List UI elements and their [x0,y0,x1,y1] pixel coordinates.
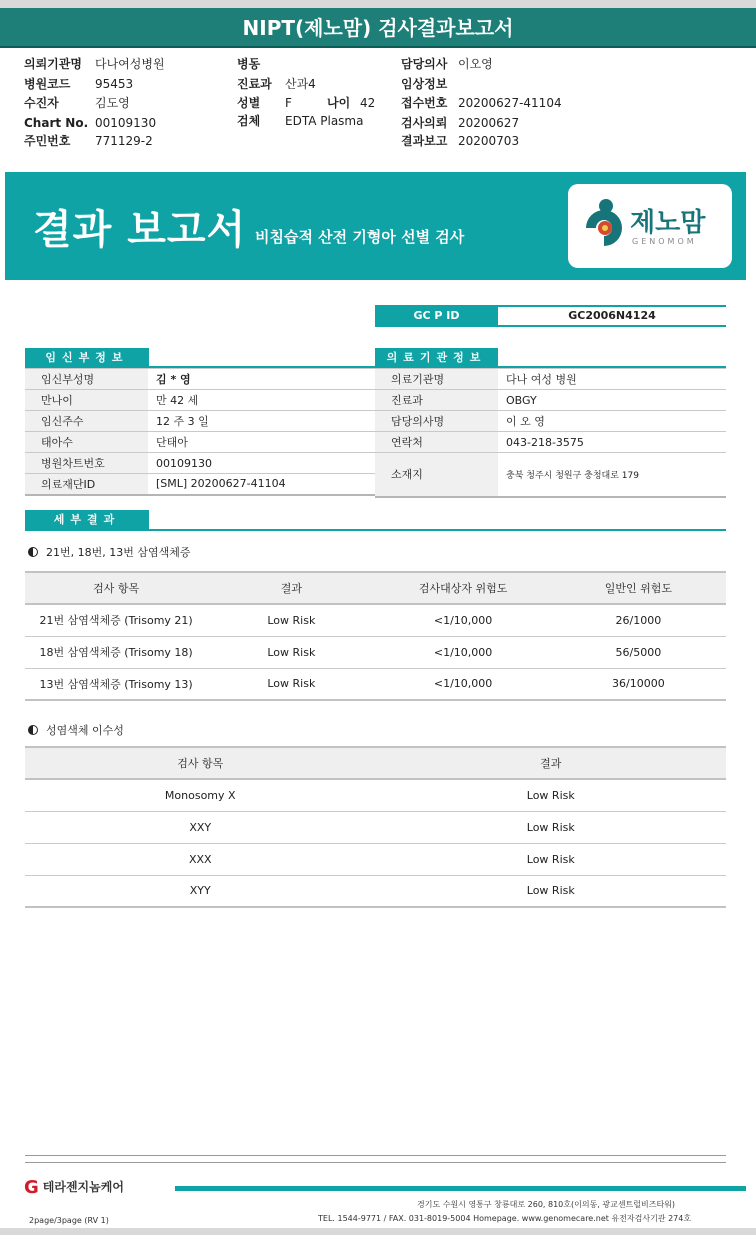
company-logo: G테라젠지놈케어 [24,1177,124,1198]
header-field-report-date: 결과보고 [401,134,448,148]
logo-subtext: GENOMOM [632,237,697,246]
table-row: 만나이 만 42 세 [25,390,376,411]
sex-chromosome-heading: 성염색체 이수성 [28,722,124,738]
table-row: 21번 삼염색체증 (Trisomy 21) Low Risk <1/10,000 26/1000 [25,604,726,636]
header-value-institution: 다나여성병원 [95,57,165,71]
report-banner [5,172,746,280]
pregnant-info-table [25,368,376,496]
table-row: 13번 삼염색체증 (Trisomy 13) Low Risk <1/10,000 36/10000 [25,668,726,700]
header-value-sex: F [285,96,292,110]
genomom-logo [568,184,732,268]
company-logo-icon: G [24,1177,39,1198]
genomom-logo-icon [580,198,626,254]
half-circle-icon [28,547,38,557]
gcp-id-label: GC P ID [375,305,498,327]
header-value-specimen: EDTA Plasma [285,114,364,128]
header-field-chart-no: Chart No. [24,116,89,130]
table-row: 소재지 충북 청주시 청원구 충청대로 179 [375,453,726,497]
table-row: 진료과 OBGY [375,390,726,411]
header-value-resident-no: 771129-2 [95,134,153,148]
header-field-patient: 수진자 [24,96,59,110]
table-row: 18번 삼염색체증 (Trisomy 18) Low Risk <1/10,000 56/5000 [25,636,726,668]
banner-subtitle: 비침습적 산전 기형아 선별 검사 [255,228,465,246]
footer-divider [25,1155,726,1156]
header-value-age: 42 [360,96,376,110]
header-field-hospital-code: 병원코드 [24,77,71,91]
table-row: 의료재단ID [SML] 20200627-41104 [25,474,376,495]
trisomy-heading: 21번, 18번, 13번 삼염색체증 [28,544,190,560]
report-title: NIPT(제노맘) 검사결과보고서 [0,8,756,48]
header-value-request-date: 20200627 [458,116,520,130]
trisomy-table [25,571,726,701]
header-field-age: 나이 [327,96,351,110]
table-row: 임신부성명 김 * 영 [25,369,376,390]
top-border [0,0,756,8]
header-field-doctor: 담당의사 [401,57,448,71]
header-field-department: 진료과 [237,77,272,91]
table-row: 병원차트번호 00109130 [25,453,376,474]
footer-accent-bar [175,1186,746,1191]
header-value-receipt-no: 20200627-41104 [458,96,562,110]
logo-wordmark: 제노맘 [630,208,706,238]
table-row: XYY Low Risk [25,875,726,907]
sex-chromosome-table [25,746,726,908]
page-number: 2page/3page (RV 1) [29,1216,109,1225]
footer-address: 경기도 수원시 영통구 창룡대로 260, 810호(이의동, 광교센트럴비즈타워) [417,1200,676,1209]
table-row: Monosomy X Low Risk [25,779,726,811]
table-row: 의료기관명 다나 여성 병원 [375,369,726,390]
banner-title: 결과 보고서 [33,207,247,253]
header-field-clinical-info: 임상정보 [401,77,448,91]
pregnant-info-tab: 임신부정보 [25,348,149,368]
institution-info-tab: 의료기관정보 [375,348,498,368]
header-field-resident-no: 주민번호 [24,134,71,148]
header-field-ward: 병동 [237,57,261,71]
detail-result-line [25,529,726,531]
gcp-id-value: GC2006N4124 [498,305,726,327]
header-field-specimen: 검체 [237,114,261,128]
table-row: 연락처 043-218-3575 [375,432,726,453]
header-value-department: 산과4 [285,77,316,91]
footer-contact: TEL. 1544-9771 / FAX. 031-8019-5004 Homepage. www.genomecare.net 유전자검사기관 274호 [318,1214,692,1223]
table-row: XXY Low Risk [25,811,726,843]
header-value-chart-no: 00109130 [95,116,157,130]
header-value-patient: 김도영 [95,96,130,110]
header-value-report-date: 20200703 [458,134,520,148]
bottom-border [0,1228,756,1235]
table-row: 담당의사명 이 오 영 [375,411,726,432]
header-value-hospital-code: 95453 [95,77,134,91]
table-header-row: 검사 항목 결과 [25,747,726,779]
header-field-institution: 의뢰기관명 [24,57,82,71]
table-row: 태아수 단태아 [25,432,376,453]
header-field-sex: 성별 [237,96,261,110]
table-row: 임신주수 12 주 3 일 [25,411,376,432]
table-row: XXX Low Risk [25,843,726,875]
table-header-row: 검사 항목 결과 검사대상자 위험도 일반인 위험도 [25,572,726,604]
institution-info-table [375,368,726,498]
detail-result-tab: 세부결과 [25,510,149,530]
footer-divider [25,1162,726,1163]
header-field-request-date: 검사의뢰 [401,116,448,130]
header-field-receipt-no: 접수번호 [401,96,448,110]
half-circle-icon [28,725,38,735]
header-value-doctor: 이오영 [458,57,493,71]
